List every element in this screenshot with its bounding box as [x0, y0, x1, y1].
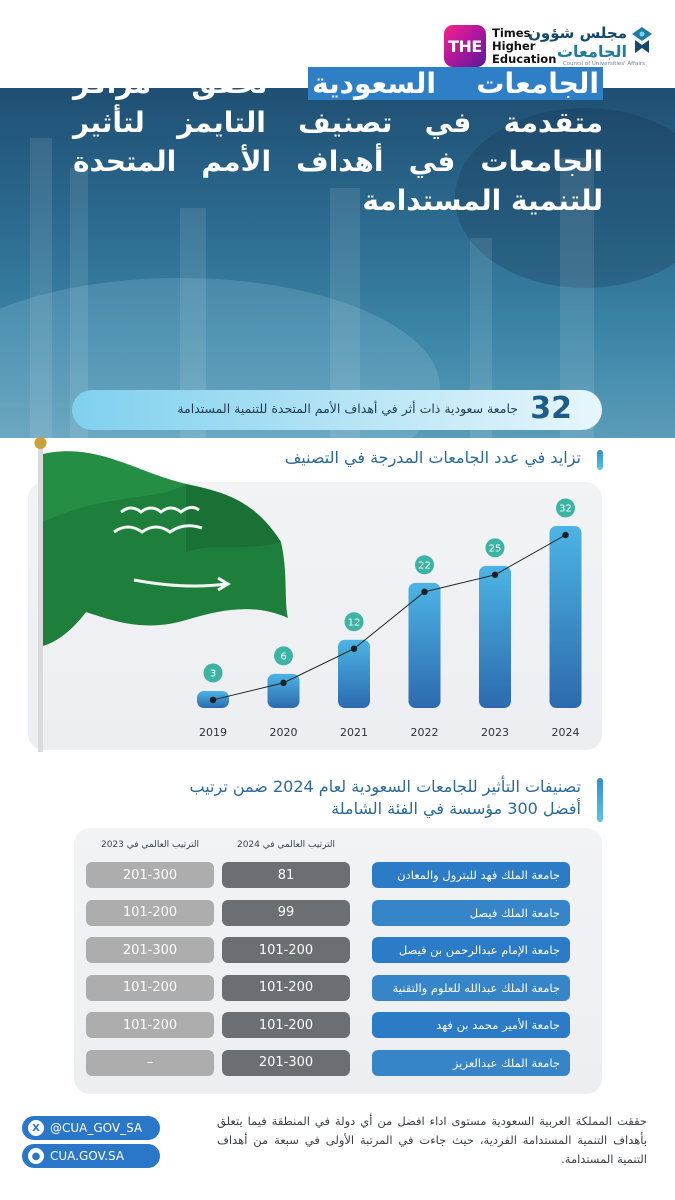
- university-name: جامعة الملك فيصل: [372, 900, 570, 926]
- rank-2024: 99: [222, 900, 350, 926]
- bar: [550, 526, 582, 708]
- university-name: جامعة الإمام عبدالرحمن بن فيصل: [372, 937, 570, 963]
- trend-line: [213, 535, 566, 700]
- rank-2023: 201-300: [86, 862, 214, 888]
- rank-2024: 101-200: [222, 937, 350, 963]
- cua-name-en: Council of Universities' Affairs: [562, 61, 645, 67]
- line-point: [562, 532, 568, 538]
- x-tick-label: 2022: [410, 726, 439, 739]
- chart-section-title: [285, 448, 603, 467]
- section-accent-bar: [597, 450, 603, 470]
- stat-text: جامعة سعودية ذات أثر في أهداف الأمم المتحدة للتنمية المستدامة: [177, 401, 518, 416]
- rank-2024: 101-200: [222, 1012, 350, 1038]
- x-icon: X: [28, 1120, 44, 1136]
- x-tick-label: 2020: [269, 726, 298, 739]
- x-tick-label: 2023: [481, 726, 509, 739]
- column-header-2023: الترتيب العالمي في 2023: [100, 840, 200, 850]
- rank-2023: 201-300: [86, 937, 214, 963]
- line-point: [492, 572, 498, 578]
- table-section-title-line2: أفضل 300 مؤسسة في الفئة الشاملة: [331, 799, 581, 818]
- cua-emblem-icon: [631, 26, 653, 56]
- table-row: [86, 900, 570, 926]
- globe-icon: ●: [28, 1148, 44, 1164]
- rank-2023: 101-200: [86, 900, 214, 926]
- table-row: [86, 975, 570, 1001]
- rank-2024: 201-300: [222, 1050, 350, 1076]
- rank-2023: 101-200: [86, 1012, 214, 1038]
- table-row: [86, 937, 570, 963]
- the-line2: Higher: [492, 39, 536, 53]
- line-point: [421, 589, 427, 595]
- x-tick-label: 2021: [340, 726, 368, 739]
- line-point: [351, 646, 357, 652]
- rank-2024: 101-200: [222, 975, 350, 1001]
- hero-title-highlight: الجامعات السعودية: [308, 67, 603, 100]
- stat-number: 32: [530, 391, 572, 426]
- the-line1: Times: [492, 26, 531, 40]
- university-name: جامعة الملك عبدالعزيز: [372, 1050, 570, 1076]
- bar: [268, 674, 300, 708]
- footer-paragraph: حققت المملكة العربية السعودية مستوى اداء افضل من أي دولة في المنطقة فيما يتعلق بأهداف التنمية المستدامة الفردية، حيث جاءت في المرتبة الأولى في سبعة من أهداف التنمية المستدامة.: [217, 1114, 647, 1166]
- rank-2023: 101-200: [86, 975, 214, 1001]
- line-point: [280, 680, 286, 686]
- data-label: 6: [280, 651, 287, 663]
- table-row: [86, 862, 570, 888]
- rank-2023: –: [86, 1050, 214, 1076]
- column-header-2024: الترتيب العالمي في 2024: [236, 840, 336, 850]
- the-logo-text: [492, 27, 556, 66]
- stat-banner: [72, 390, 602, 430]
- data-label: 22: [418, 560, 431, 572]
- data-label: 25: [488, 543, 502, 555]
- section-accent-bar: [597, 778, 603, 822]
- hero-title: [73, 64, 603, 220]
- table-row: [86, 1050, 570, 1076]
- cua-name-line2: الجامعات: [556, 42, 627, 61]
- twitter-handle[interactable]: [22, 1116, 160, 1140]
- x-tick-label: 2019: [199, 726, 227, 739]
- table-section-title-line1: تصنيفات التأثير للجامعات السعودية لعام 2024 ضمن ترتيب: [189, 777, 581, 796]
- rank-2024: 81: [222, 862, 350, 888]
- table-row: [86, 1012, 570, 1038]
- bar: [409, 583, 441, 708]
- twitter-handle-text: @CUA_GOV_SA: [50, 1121, 143, 1135]
- bar: [479, 566, 511, 708]
- flag-pole-finial: [35, 437, 47, 449]
- university-name: جامعة الملك فهد للبترول والمعادن: [372, 862, 570, 888]
- website-link-text: CUA.GOV.SA: [50, 1149, 125, 1163]
- x-tick-label: 2024: [551, 726, 580, 739]
- table-section-title: [190, 776, 603, 820]
- website-link[interactable]: [22, 1144, 160, 1168]
- data-label: 3: [209, 668, 217, 680]
- the-line3: Education: [492, 52, 557, 66]
- university-name: جامعة الملك عبدالله للعلوم والتقنية: [372, 975, 570, 1001]
- chart-section-title-text: تزايد في عدد الجامعات المدرجة في التصنيف: [284, 448, 581, 467]
- bar-chart: [28, 482, 602, 750]
- hero-title-rest: تحقق مراكز متقدمة في تصنيف التايمز لتأثير الجامعات في أهداف الأمم المتحدة للتنمية المستدامة: [73, 67, 603, 217]
- the-logo-badge: THE: [444, 25, 486, 67]
- university-name: جامعة الأمير محمد بن فهد: [372, 1012, 570, 1038]
- data-label: 12: [347, 617, 361, 629]
- cua-name-line1: مجلس شؤون: [528, 24, 627, 42]
- data-label: 32: [559, 503, 572, 515]
- line-point: [210, 697, 216, 703]
